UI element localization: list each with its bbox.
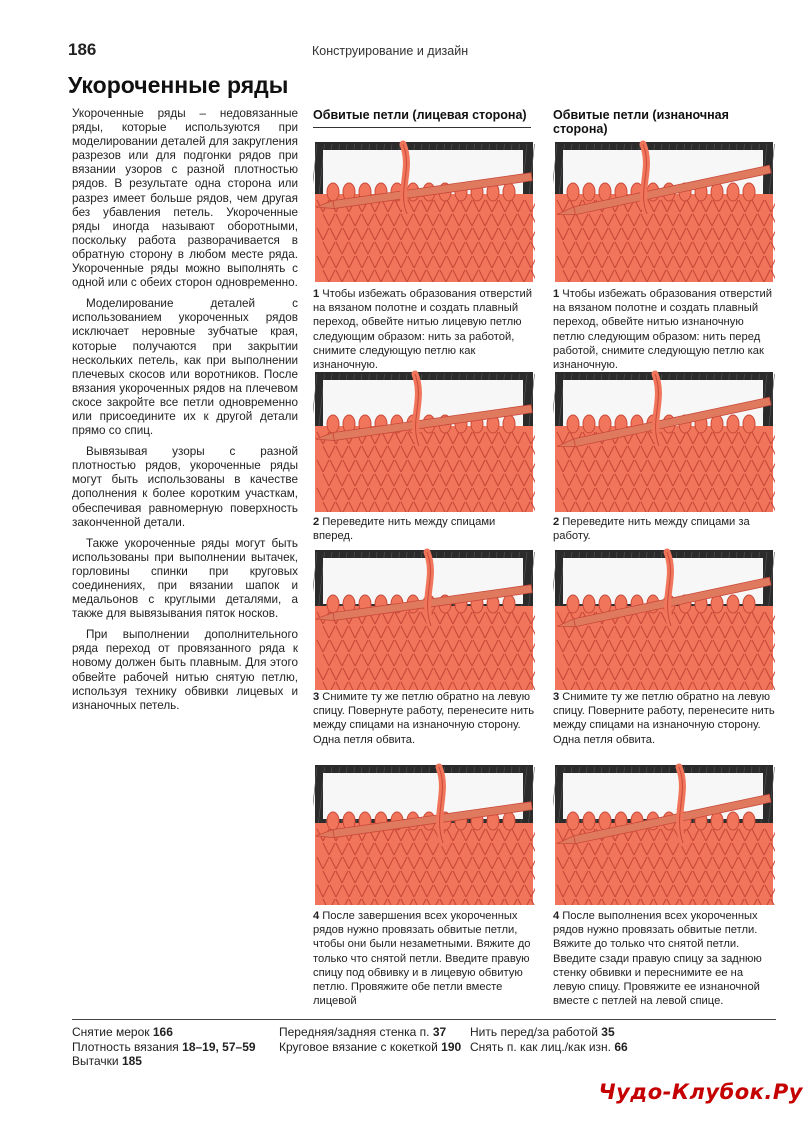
intro-paragraph: Вывязывая узоры с разной плотностью рядов, укороченные ряды могут быть использованы в качестве дополнения к более коротким участкам, обеспечивая равномерную поверхность законченной детали. (72, 445, 298, 529)
step-text: Чтобы избежать образования отверстий на вязаном полотне и создать плавный переход, обвейте нитью лицевую петлю следующим образом: нить за работой, снимите следующую петлю как изнаночную. (313, 288, 533, 372)
step-text: Снимите ту же петлю обратно на левую спицу. Повернуте работу, перенесите нить между спицами на изнаночную сторону. Одна петля обвита. (313, 691, 535, 746)
step-text: Снимите ту же петлю обратно на левую спицу. Поверните работу, перенесите нить между спицами на изнаночную сторону. Одна петля обвита. (553, 691, 775, 746)
intro-paragraph: Также укороченные ряды могут быть использованы при выполнении вытачек, горловины спинки при круговых соединениях, при вязании шапок и медальонов с круглыми деталями, а также для вывязывания пяток носков. (72, 536, 298, 621)
step-number: 3 (313, 691, 320, 703)
step-text: Чтобы избежать образования отверстий на вязаном полотне и создать плавный переход, обвейте нитью изнаночную петлю следующим образом: нить перед работой, снимите следующую петлю как изнаночную. (553, 288, 773, 372)
step-text: После выполнения всех укороченных рядов нужно провязать обвитые петли. Вяжите до только что снятой петли. Введите сзади правую спицу за заднюю стенку обвивки и переснимите ее на левую спицу. Провяжите ее изнаночной вместе с петлей на левой спице. (553, 910, 762, 1008)
cross-reference[interactable]: Передняя/задняя стенка п. 37 (279, 1025, 447, 1039)
site-watermark: Чудо-Клубок.Ру (598, 1080, 803, 1104)
caption-knit-step-3 (313, 690, 537, 747)
illustration-purl-step-4 (553, 763, 775, 905)
intro-text (72, 107, 298, 720)
step-number: 2 (313, 516, 320, 528)
cross-reference[interactable]: Вытачки 185 (72, 1054, 142, 1068)
step-text: Переведите нить между спицами за работу. (553, 516, 750, 543)
illustration-knit-step-3 (313, 548, 535, 690)
illustration-purl-step-2 (553, 370, 775, 512)
step-text: Переведите нить между спицами вперед. (313, 516, 496, 543)
step-number: 4 (313, 910, 320, 922)
footer-divider (72, 1019, 776, 1020)
step-text: После завершения всех укороченных рядов нужно провязать обвитые петли, чтобы они были незаметными. Вяжите до только что снятой петли. Введите правую спицу под обвивку и в лицевую обвитую петлю. Провяжите обе петли вместе лицевой (313, 910, 531, 1008)
illustration-knit-step-4 (313, 763, 535, 905)
caption-purl-step-3 (553, 690, 777, 747)
illustration-knit-step-2 (313, 370, 535, 512)
page-number: 186 (68, 40, 97, 59)
heading-knit-side: Обвитые петли (лицевая сторона) (313, 108, 531, 128)
caption-knit-step-1 (313, 287, 537, 372)
illustration-purl-step-3 (553, 548, 775, 690)
running-head: Конструирование и дизайн (312, 44, 469, 58)
step-number: 1 (553, 288, 560, 300)
cross-reference[interactable]: Плотность вязания 18–19, 57–59 (72, 1039, 256, 1054)
cross-reference[interactable]: Круговое вязание с кокеткой 190 (279, 1039, 462, 1054)
intro-paragraph: Укороченные ряды – недовязанные ряды, которые используются при моделировании деталей для закругления разрезов или для подгонки рядов при вязании узоров с разной плотностью рядов. В результате одна сторона или разрез имеет больше рядов, чем другая без убавления петель. Укороченные ряды иногда называют оборотными, поскольку работа разворачивается в обратную сторону в любом месте ряда. Укороченные ряды можно выполнять с одной или с обеих сторон одновременно. (72, 107, 298, 290)
step-number: 1 (313, 288, 320, 300)
caption-purl-step-2 (553, 515, 777, 543)
heading-purl-side: Обвитые петли (изнаночная сторона) (553, 108, 775, 142)
caption-purl-step-1 (553, 287, 777, 372)
step-number: 4 (553, 910, 560, 922)
intro-paragraph: Моделирование деталей с использованием укороченных рядов исключает неровные зубчатые края, которые получаются при закрытии нескольких петель, как при выполнении плечевых скосов или воротников. После вязания укороченных рядов на плечевом скосе закройте все петли одновременно или присоедините их к другой детали прямо со спиц. (72, 297, 298, 438)
cross-reference[interactable]: Снятие мерок 166 (72, 1025, 173, 1039)
caption-purl-step-4 (553, 909, 777, 1008)
caption-knit-step-2 (313, 515, 537, 543)
cross-references-2 (279, 1025, 461, 1054)
illustration-purl-step-1 (553, 140, 775, 282)
intro-paragraph: При выполнении дополнительного ряда переход от провязанного ряда к новому должен быть плавным. Для этого обвейте рабочей нитью снятую петлю, используя технику обвивки лицевых и изнаночных петель. (72, 628, 298, 712)
cross-reference[interactable]: Снять п. как лиц./как изн. 66 (470, 1039, 628, 1054)
step-number: 3 (553, 691, 560, 703)
page-title: Укороченные ряды (68, 72, 289, 98)
caption-knit-step-4 (313, 909, 537, 1008)
illustration-knit-step-1 (313, 140, 535, 282)
cross-references-3 (470, 1025, 628, 1054)
step-number: 2 (553, 516, 560, 528)
cross-reference[interactable]: Нить перед/за работой 35 (470, 1025, 615, 1039)
cross-references-1 (72, 1025, 256, 1069)
